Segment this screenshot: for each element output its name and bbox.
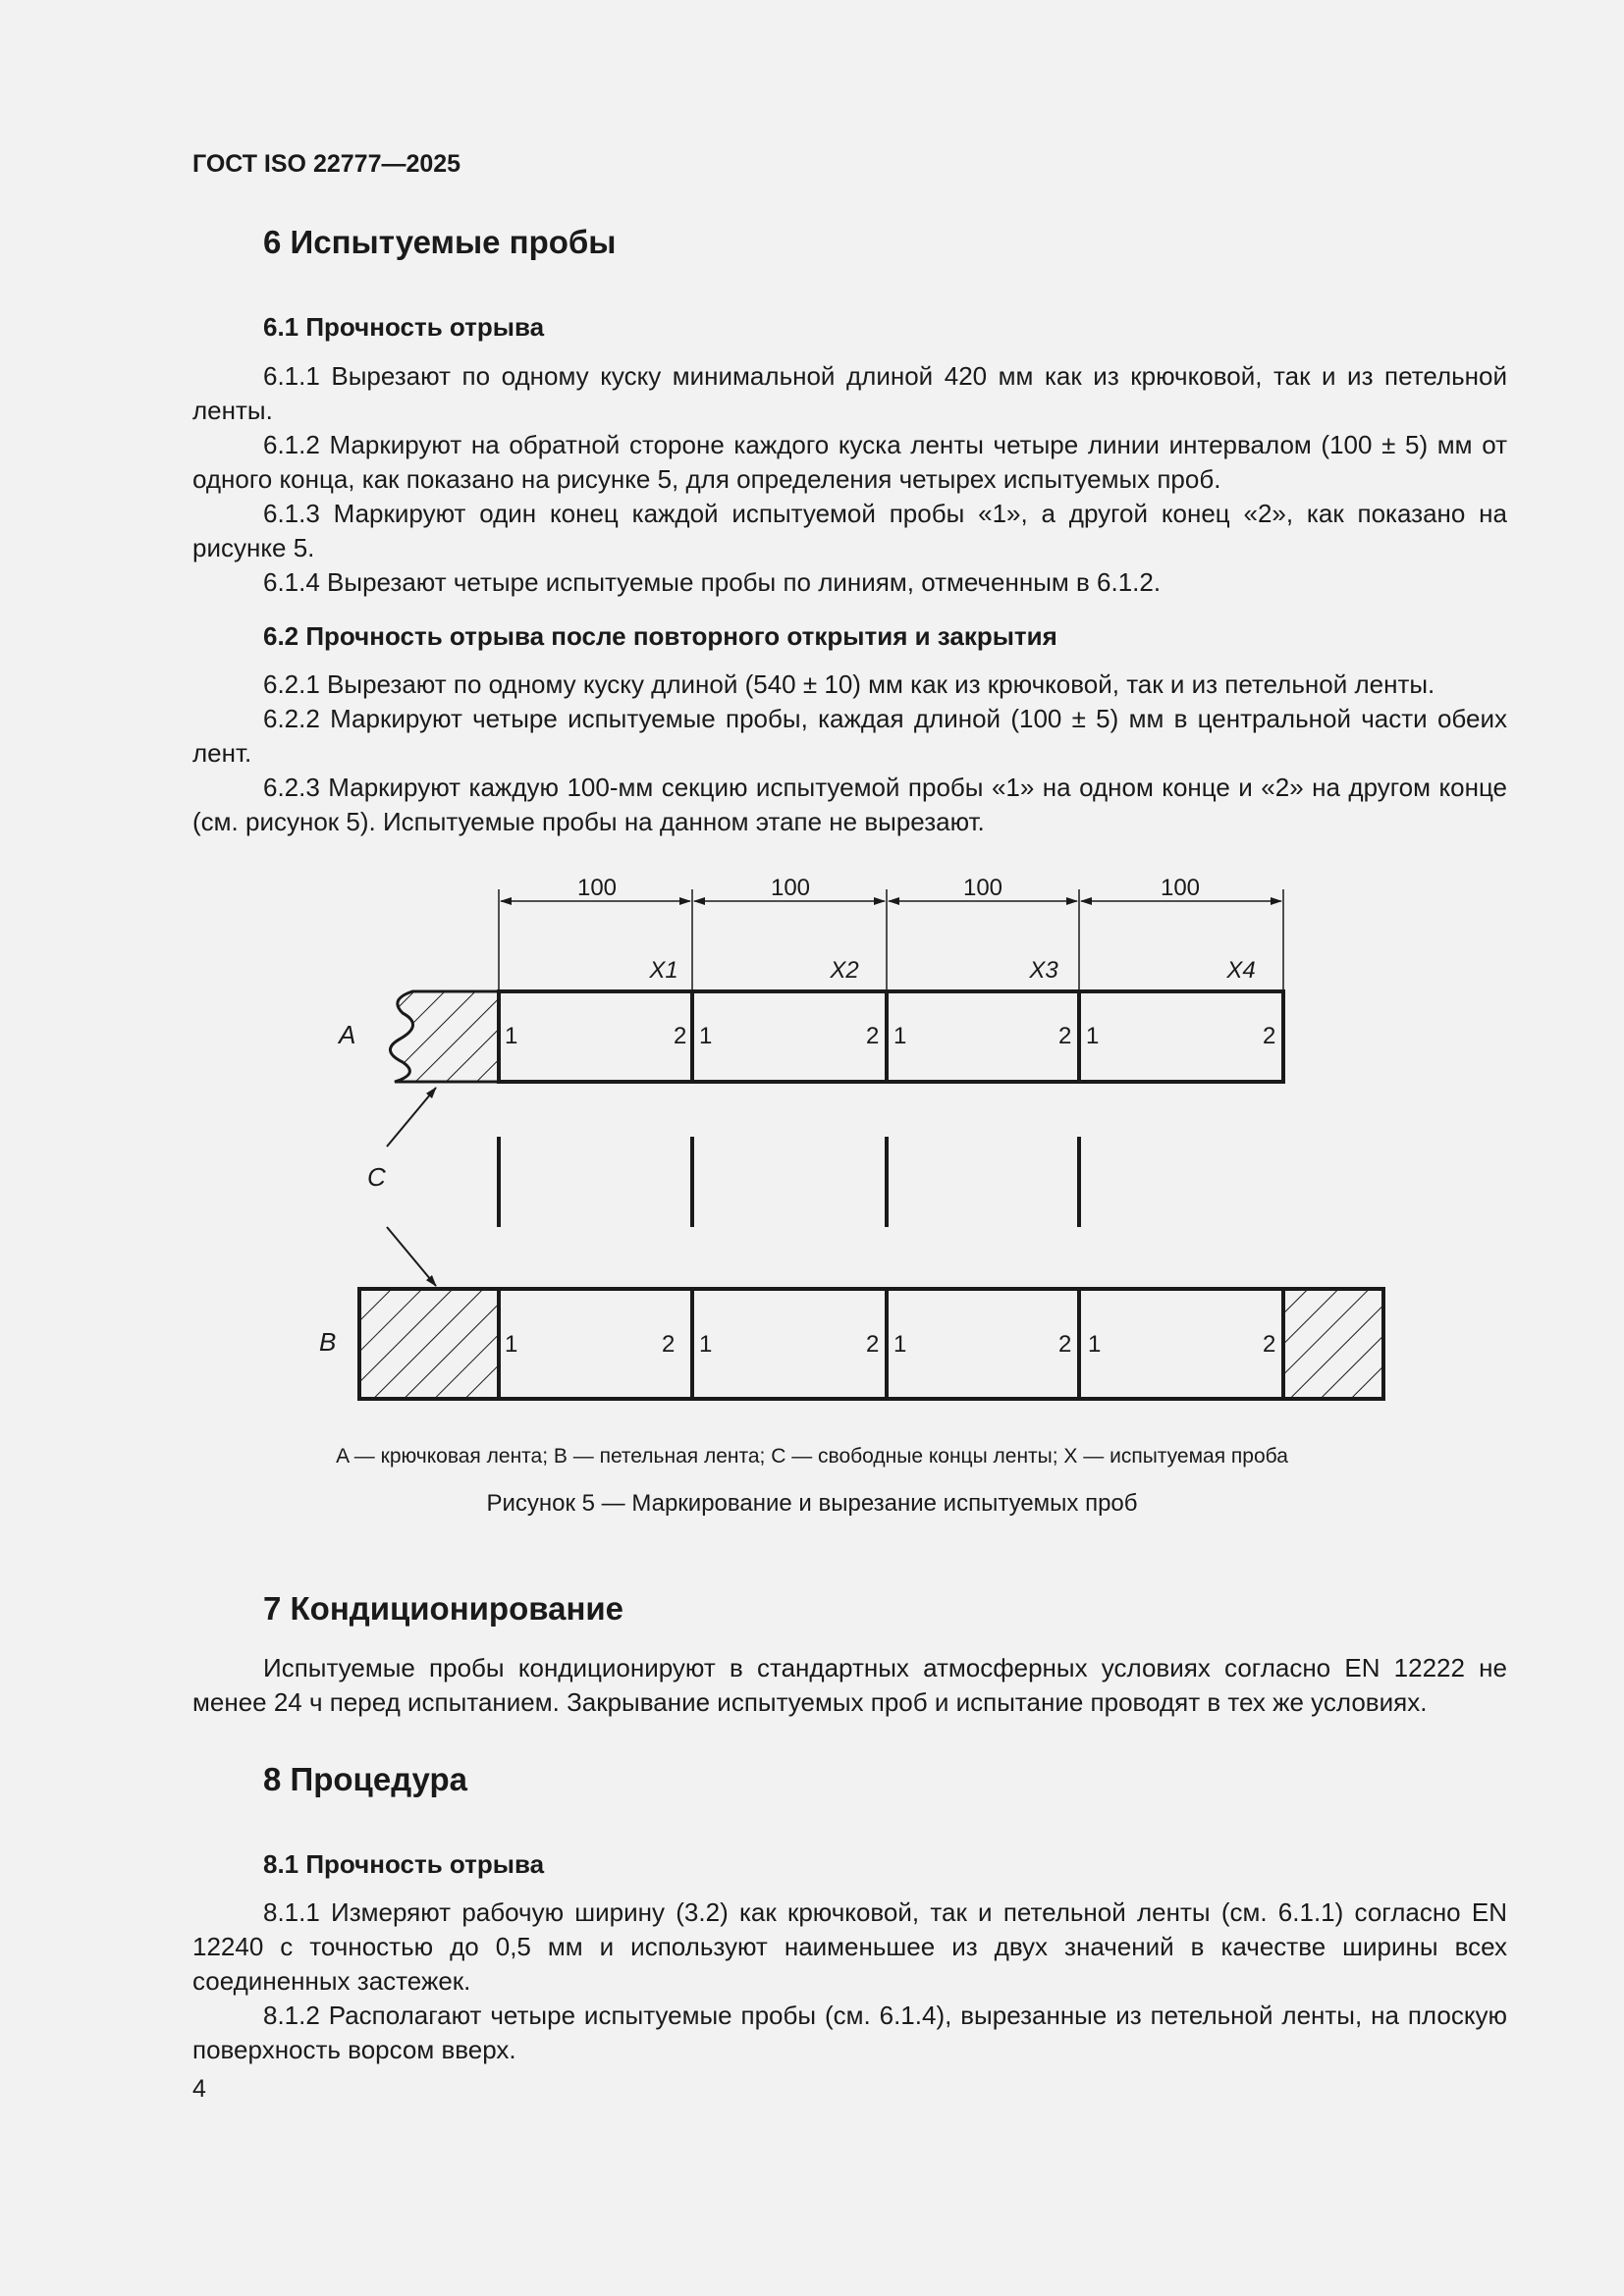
pointer-arrows bbox=[387, 1088, 436, 1286]
end-mark: 1 bbox=[699, 1331, 713, 1358]
end-mark: 1 bbox=[1088, 1331, 1102, 1358]
paragraph-6-1-1: 6.1.1 Вырезают по одному куску минимальной длиной 420 мм как из крючковой, так и из петельной ленты. bbox=[192, 361, 1507, 425]
sample-label: X4 bbox=[1226, 957, 1256, 984]
end-mark: 1 bbox=[505, 1023, 518, 1049]
hook-tape-strip bbox=[390, 991, 1283, 1082]
page-number: 4 bbox=[192, 2075, 206, 2103]
paragraph-6-1-4: 6.1.4 Вырезают четыре испытуемые пробы по линиям, отмеченным в 6.1.2. bbox=[263, 567, 1162, 597]
section-8-1-body bbox=[192, 1896, 1507, 2067]
section-6-1-heading: 6.1 Прочность отрыва bbox=[263, 312, 545, 342]
dimension-label: 100 bbox=[962, 875, 1003, 901]
section-7-body bbox=[192, 1651, 1507, 1720]
end-mark: 2 bbox=[674, 1023, 687, 1049]
document-code: ГОСТ ISO 22777—2025 bbox=[192, 150, 461, 178]
paragraph-8-1-2: 8.1.2 Располагают четыре испытуемые пробы (см. 6.1.4), вырезанные из петельной ленты, на плоскую поверхность ворсом вверх. bbox=[192, 2001, 1507, 2064]
paragraph-7: Испытуемые пробы кондиционируют в стандартных атмосферных условиях согласно EN 12222 не менее 24 ч перед испытанием. Закрывание испытуемых проб и испытание проводят в тех же условиях. bbox=[192, 1653, 1507, 1717]
end-mark: 1 bbox=[893, 1331, 907, 1358]
end-mark: 2 bbox=[1263, 1023, 1276, 1049]
free-end-hatched bbox=[359, 1289, 499, 1399]
figure-legend: A — крючковая лента; B — петельная лента; C — свободные концы ленты; X — испытуемая проба bbox=[336, 1445, 1288, 1468]
paragraph-6-2-1: 6.2.1 Вырезают по одному куску длиной (540 ± 10) мм как из крючковой, так и из петельной ленты. bbox=[263, 669, 1435, 699]
section-6-heading: 6 Испытуемые пробы bbox=[263, 224, 617, 260]
end-mark: 2 bbox=[1058, 1331, 1072, 1358]
free-end-hatched bbox=[1283, 1289, 1383, 1399]
dimension-label: 100 bbox=[576, 875, 618, 901]
sample-label: X2 bbox=[830, 957, 859, 984]
end-mark: 2 bbox=[866, 1331, 880, 1358]
end-mark: 1 bbox=[1086, 1023, 1100, 1049]
sample-label: X1 bbox=[649, 957, 678, 984]
end-mark: 1 bbox=[505, 1331, 518, 1358]
loop-tape-end-marks bbox=[505, 1331, 1275, 1358]
label-b: B bbox=[319, 1327, 337, 1357]
dimension-label: 100 bbox=[1160, 875, 1201, 901]
section-7-heading: 7 Кондиционирование bbox=[263, 1590, 624, 1627]
paragraph-6-1-3: 6.1.3 Маркируют один конец каждой испытуемой пробы «1», а другой конец «2», как показано на рисунке 5. bbox=[192, 499, 1507, 562]
dimension-label: 100 bbox=[770, 875, 811, 901]
section-8-heading: 8 Процедура bbox=[263, 1761, 467, 1797]
sample-labels bbox=[648, 957, 1255, 984]
end-mark: 2 bbox=[662, 1331, 676, 1358]
end-mark: 1 bbox=[893, 1023, 907, 1049]
paragraph-6-2-3: 6.2.3 Маркируют каждую 100-мм секцию испытуемой пробы «1» на одном конце и «2» на другом конце (см. рисунок 5). Испытуемые пробы на данном этапе не вырезают. bbox=[192, 773, 1507, 836]
end-mark: 2 bbox=[1058, 1023, 1072, 1049]
free-end-hatched bbox=[390, 991, 499, 1082]
section-6-2-heading: 6.2 Прочность отрыва после повторного открытия и закрытия bbox=[263, 621, 1057, 651]
label-a: A bbox=[339, 1020, 356, 1049]
hook-tape-end-marks bbox=[505, 1023, 1275, 1049]
paragraph-6-1-2: 6.1.2 Маркируют на обратной стороне каждого куска ленты четыре линии интервалом (100 ± 5) мм от одного конца, как показано на рисунке 5, для определения четырех испытуемых проб. bbox=[192, 430, 1507, 494]
end-mark: 1 bbox=[699, 1023, 713, 1049]
paragraph-6-2-2: 6.2.2 Маркируют четыре испытуемые пробы, каждая длиной (100 ± 5) мм в центральной части обеих лент. bbox=[192, 704, 1507, 768]
cut-lines bbox=[499, 1137, 1079, 1227]
label-c: C bbox=[367, 1162, 386, 1192]
sample-label: X3 bbox=[1029, 957, 1058, 984]
paragraph-8-1-1: 8.1.1 Измеряют рабочую ширину (3.2) как крючковой, так и петельной ленты (см. 6.1.1) согласно EN 12240 с точностью до 0,5 мм и используют наименьшее из двух значений в качестве ширины всех соединенных застежек. bbox=[192, 1897, 1507, 1996]
end-mark: 2 bbox=[1263, 1331, 1276, 1358]
figure-caption: Рисунок 5 — Маркирование и вырезание испытуемых проб bbox=[486, 1490, 1138, 1517]
end-mark: 2 bbox=[866, 1023, 880, 1049]
dimension-extension-lines bbox=[499, 889, 1283, 989]
section-8-1-heading: 8.1 Прочность отрыва bbox=[263, 1849, 545, 1879]
